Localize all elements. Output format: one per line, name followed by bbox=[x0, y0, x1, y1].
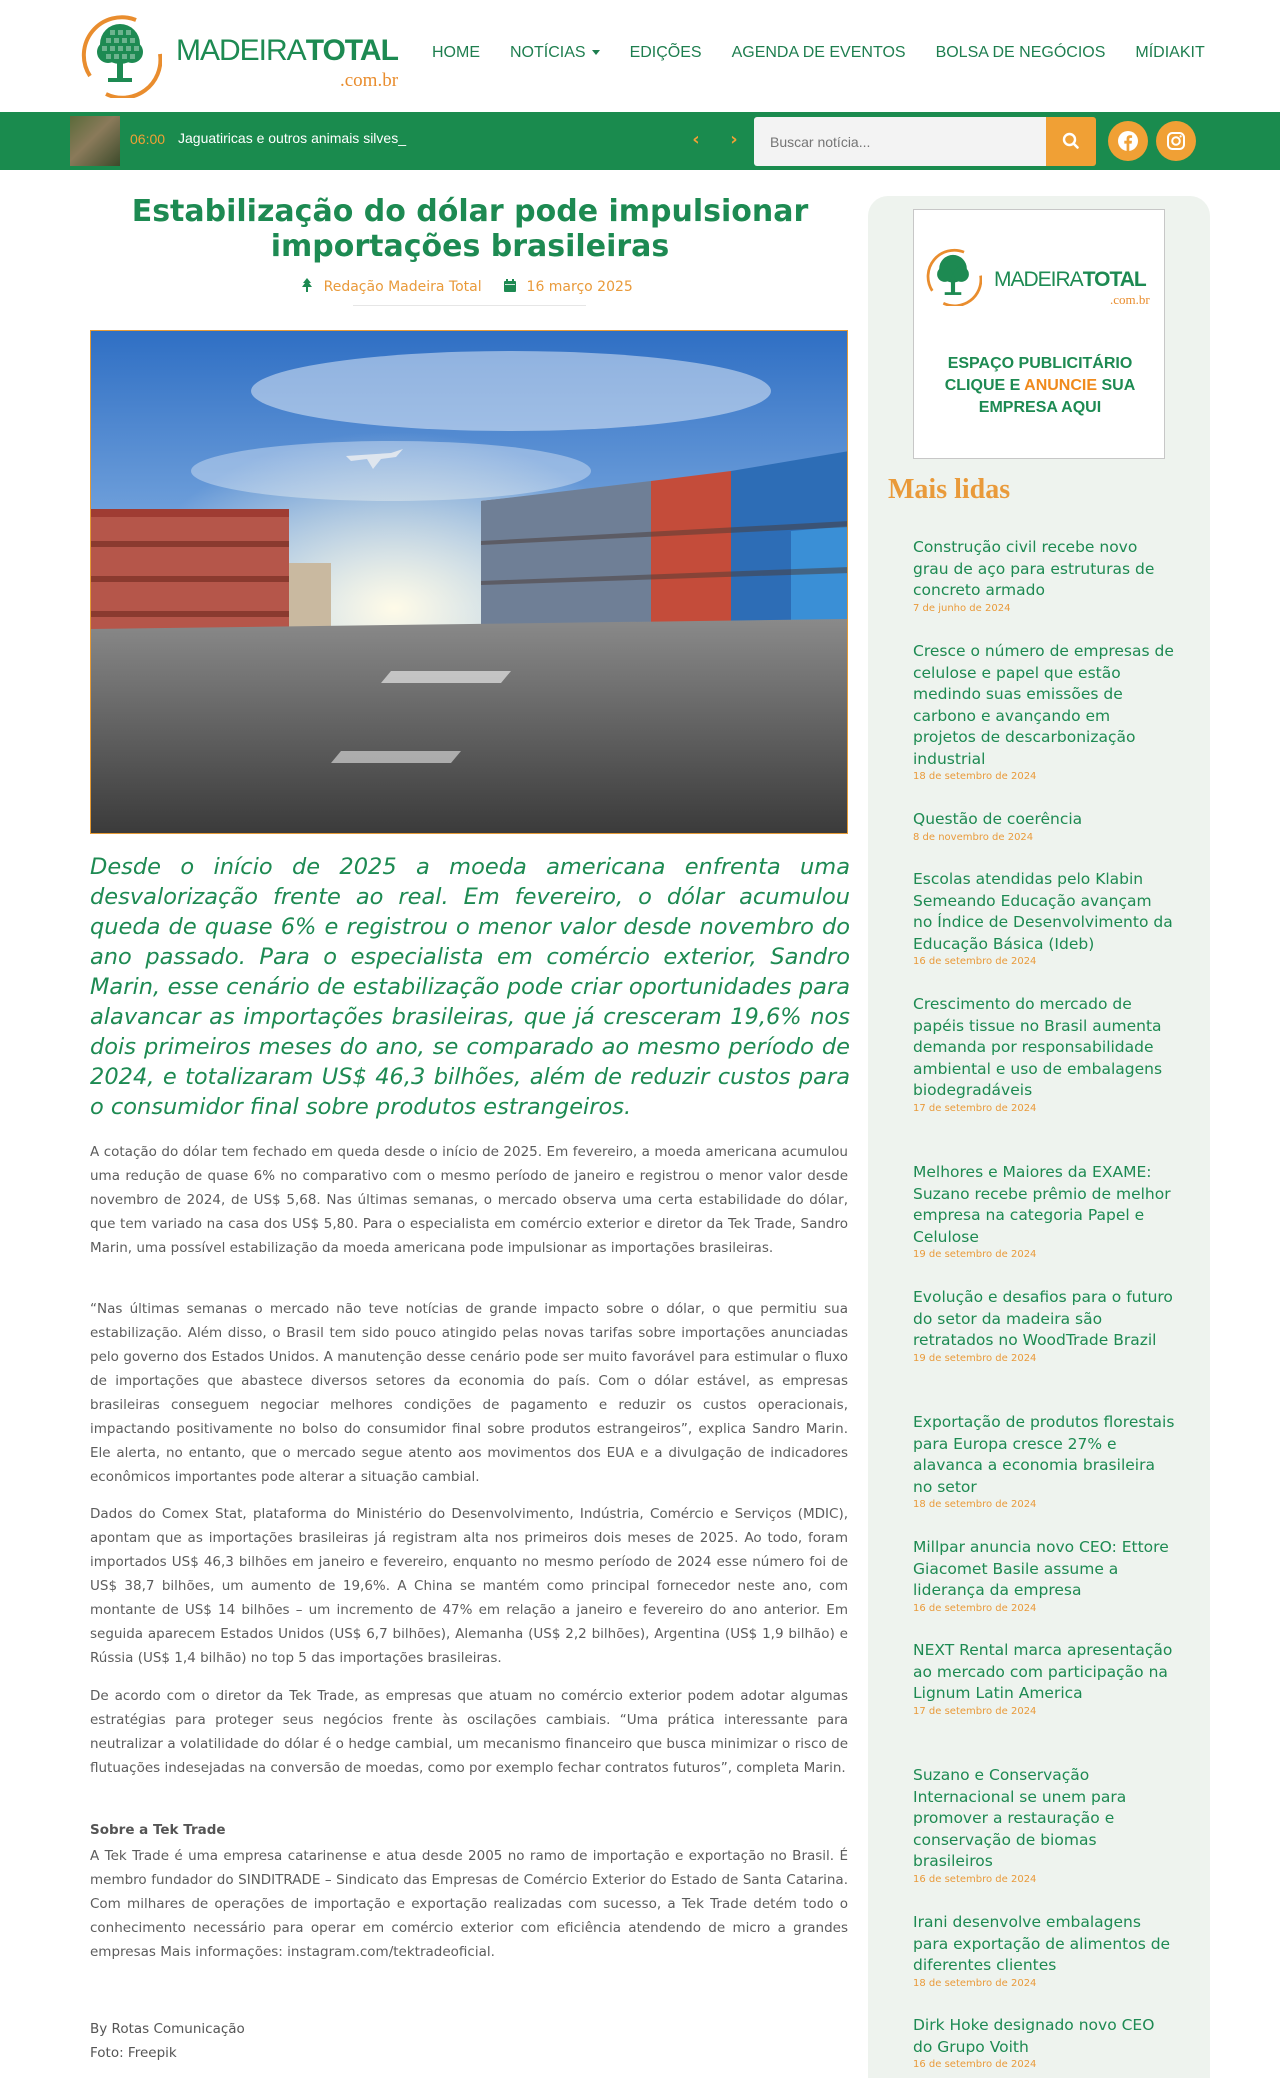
list-item[interactable] bbox=[913, 1640, 1175, 1719]
caret-down-icon bbox=[592, 50, 600, 55]
about-text: A Tek Trade é uma empresa catarinense e atua desde 2005 no ramo de importação e exportação no Brasil. É membro fundador do SINDITRADE – Sindicato das Empresas de Comércio Exterior do Estado de Santa Catarina. Com milhares de operações de importação e exportação realizadas com sucesso, a Tek Trade detém todo o conhecimento necessário para operar em comércio exterior com eficiência atendendo de micro a grandes empresas Mais informações: instagram.com/tektradeoficial. bbox=[90, 1848, 848, 1960]
most-read-link[interactable]: Escolas atendidas pelo Klabin Semeando Educação avançam no Índice de Desenvolvimento da Educação Básica (Ideb) bbox=[913, 870, 1173, 953]
nav-home[interactable]: HOME bbox=[432, 44, 480, 61]
most-read-date: 19 de setembro de 2024 bbox=[913, 1249, 1037, 1260]
most-read-date: 16 de setembro de 2024 bbox=[913, 1602, 1037, 1614]
article-paragraph: “Nas últimas semanas o mercado não teve notícias de grande impacto sobre o dólar, o que permitiu sua estabilização. Além disso, o Brasil tem sido pouco atingido pelas novas tarifas sobre importações anunciadas pelo governo dos Estados Unidos. A manutenção desse cenário pode ser muito favorável para estimular o fluxo de importações que abastece diversos setores da economia do país. Com o dólar estável, as empresas brasileiras conseguem negociar melhores condições de pagamento e reduzir os custos operacionais, impactando positivamente no bolso do consumidor final sobre produtos estrangeiros”, explica Sandro Marin. Ele alerta, no entanto, que o mercado segue atento aos movimentos dos EUA e a divulgação de indicadores econômicos importantes pode alterar a situação cambial. bbox=[90, 1301, 848, 1485]
most-read-date: 7 de junho de 2024 bbox=[913, 602, 1011, 614]
list-item[interactable] bbox=[913, 537, 1175, 616]
ticker-time: 06:00 bbox=[130, 131, 166, 147]
ad-logo-wordmark: MADEIRATOTAL bbox=[994, 268, 1146, 291]
list-item[interactable] bbox=[913, 1765, 1175, 1887]
photo-credit: Foto: Freepik bbox=[90, 2045, 177, 2061]
instagram-button[interactable] bbox=[1156, 121, 1196, 161]
most-read-date: 17 de setembro de 2024 bbox=[913, 1102, 1037, 1114]
container-port-illustration bbox=[91, 331, 848, 834]
most-read-link[interactable]: Dirk Hoke designado novo CEO do Grupo Voith bbox=[913, 2016, 1155, 2056]
most-read-link[interactable]: Evolução e desafios para o futuro do setor da madeira são retratados no WoodTrade Brazil bbox=[913, 1288, 1173, 1349]
tree-logo-icon bbox=[78, 14, 162, 98]
most-read-date: 18 de setembro de 2024 bbox=[913, 771, 1037, 782]
list-item[interactable] bbox=[913, 869, 1175, 969]
advertising-banner[interactable] bbox=[913, 209, 1165, 459]
chevron-right-icon[interactable]: › bbox=[730, 129, 738, 150]
most-read-link[interactable]: Crescimento do mercado de papéis tissue no Brasil aumenta demanda por responsabilidade ambiental e uso de embalagens biodegradáveis bbox=[913, 995, 1163, 1099]
most-read-date: 16 de setembro de 2024 bbox=[913, 956, 1037, 967]
nav-noticias[interactable]: NOTÍCIAS bbox=[510, 44, 600, 62]
tree-logo-icon bbox=[924, 248, 982, 306]
most-read-link[interactable]: NEXT Rental marca apresentação ao mercado com participação na Lignum Latin America bbox=[913, 1641, 1173, 1702]
search-button[interactable] bbox=[1046, 117, 1096, 166]
facebook-button[interactable] bbox=[1108, 121, 1148, 161]
logo-suffix: .com.br bbox=[340, 70, 399, 91]
most-read-date: 18 de setembro de 2024 bbox=[913, 1499, 1037, 1510]
article-title: Estabilização do dólar pode impulsionar importações brasileiras bbox=[131, 194, 809, 264]
most-read-date: 17 de setembro de 2024 bbox=[913, 1705, 1037, 1717]
article-byline: By Rotas Comunicação bbox=[90, 2021, 245, 2037]
nav-bolsa-de-negocios[interactable]: BOLSA DE NEGÓCIOS bbox=[935, 44, 1106, 61]
most-read-link[interactable]: Construção civil recebe novo grau de aço para estruturas de concreto armado bbox=[913, 538, 1155, 599]
calendar-icon bbox=[504, 279, 516, 292]
most-read-link[interactable]: Irani desenvolve embalagens para exportação de alimentos de diferentes clientes bbox=[913, 1913, 1171, 1974]
nav-midiakit[interactable]: MÍDIAKIT bbox=[1135, 44, 1205, 61]
most-read-date: 19 de setembro de 2024 bbox=[913, 1352, 1037, 1364]
most-read-link[interactable]: Questão de coerência bbox=[913, 810, 1083, 828]
about-heading: Sobre a Tek Trade bbox=[90, 1822, 226, 1838]
list-item[interactable] bbox=[913, 1412, 1175, 1512]
meta-divider bbox=[353, 305, 586, 306]
ad-logo-suffix: .com.br bbox=[1110, 292, 1150, 307]
list-item[interactable] bbox=[913, 1162, 1175, 1262]
ad-text: ESPAÇO PUBLICITÁRIO CLIQUE E ANUNCIE SUA EMPRESA AQUI bbox=[944, 355, 1136, 416]
most-read-link[interactable]: Cresce o número de empresas de celulose e papel que estão medindo suas emissões de carbono e avançando em projetos de descarbonização industrial bbox=[913, 642, 1174, 768]
most-read-date: 8 de novembro de 2024 bbox=[913, 831, 1034, 843]
logo-wordmark: MADEIRATOTAL bbox=[176, 34, 398, 67]
article-paragraph: De acordo com o diretor da Tek Trade, as empresas que atuam no comércio exterior podem adotar algumas estratégias para proteger seus negócios frente às oscilações cambiais. “Uma prática interessante para neutralizar a volatilidade do dólar é o hedge cambial, um mecanismo financeiro que busca minimizar o risco de flutuações indesejadas na conversão de moedas, como por exemplo fechar contratos futuros”, completa Marin. bbox=[90, 1688, 848, 1776]
search-icon bbox=[1046, 117, 1096, 166]
nav-agenda-de-eventos[interactable]: AGENDA DE EVENTOS bbox=[731, 44, 906, 61]
instagram-icon bbox=[1156, 121, 1196, 161]
list-item[interactable] bbox=[913, 809, 1175, 845]
chevron-left-icon[interactable]: ‹ bbox=[692, 129, 700, 150]
article-lead: Desde o início de 2025 a moeda americana enfrenta uma desvalorização frente ao real. Em fevereiro, o dólar acumulou queda de quase 6% e registrou o menor valor desde novembro do ano passado. Para o especialista em comércio exterior, Sandro Marin, esse cenário de estabilização pode criar oportunidades para alavancar as importações brasileiras, que já cresceram 19,6% nos dois primeiros meses do ano, se comparado ao mesmo período de 2024, e totalizaram US$ 46,3 bilhões, além de reduzir custos para o consumidor final sobre produtos estrangeiros. bbox=[90, 854, 850, 1120]
ticker-headline[interactable]: Jaguatiricas e outros animais silves_ bbox=[178, 130, 406, 146]
site-header bbox=[0, 0, 1280, 112]
list-item[interactable] bbox=[913, 1537, 1175, 1616]
article-paragraph: Dados do Comex Stat, plataforma do Ministério do Desenvolvimento, Indústria, Comércio e Serviços (MDIC), apontam que as importações brasileiras já registram alta nos primeiros dois meses de 2025. Ao todo, foram importados US$ 46,3 bilhões em janeiro e fevereiro, enquanto no mesmo período de 2024 esse número foi de US$ 38,7 bilhões, um aumento de 19,6%. A China se mantém como principal fornecedor neste ano, com montante de US$ 14 bilhões – um incremento de 47% em relação a janeiro e fevereiro do ano anterior. Em seguida aparecem Estados Unidos (US$ 6,7 bilhões), Alemanha (US$ 2,2 bilhões), Argentina (US$ 1,9 bilhão) e Rússia (US$ 1,4 bilhão) no top 5 das importações brasileiras. bbox=[90, 1506, 848, 1666]
nav-edicoes[interactable]: EDIÇÕES bbox=[629, 44, 702, 61]
list-item[interactable] bbox=[913, 994, 1175, 1116]
most-read-link[interactable]: Millpar anuncia novo CEO: Ettore Giacomet Basile assume a liderança da empresa bbox=[913, 1538, 1169, 1599]
article-hero-image bbox=[90, 330, 848, 834]
site-logo[interactable] bbox=[78, 12, 408, 102]
article-meta bbox=[90, 278, 850, 295]
most-read-heading: Mais lidas bbox=[888, 474, 1011, 505]
date-link[interactable]: 16 março 2025 bbox=[504, 279, 639, 295]
facebook-icon bbox=[1108, 121, 1148, 161]
tree-icon bbox=[301, 278, 313, 292]
list-item[interactable] bbox=[913, 1912, 1175, 1991]
author-link[interactable]: Redação Madeira Total bbox=[301, 279, 487, 295]
search-input[interactable] bbox=[754, 117, 1046, 166]
most-read-date: 16 de setembro de 2024 bbox=[913, 2059, 1037, 2070]
most-read-link[interactable]: Suzano e Conservação Internacional se unem para promover a restauração e conservação de biomas brasileiros bbox=[913, 1766, 1127, 1870]
most-read-date: 18 de setembro de 2024 bbox=[913, 1977, 1037, 1989]
list-item[interactable] bbox=[913, 641, 1175, 784]
list-item[interactable] bbox=[913, 1287, 1175, 1366]
article-paragraph: A cotação do dólar tem fechado em queda desde o início de 2025. Em fevereiro, a moeda americana acumulou uma redução de quase 6% no comparativo com o mesmo período de janeiro e registrou o menor valor desde novembro de 2024, de US$ 5,68. Nas últimas semanas, o mercado observa uma certa estabilidade do dólar, que tem variado na casa dos US$ 5,80. Para o especialista em comércio exterior e diretor da Tek Trade, Sandro Marin, uma possível estabilização da moeda americana pode impulsionar as importações brasileiras. bbox=[90, 1144, 848, 1256]
main-nav bbox=[432, 44, 1235, 62]
most-read-link[interactable]: Exportação de produtos florestais para Europa cresce 27% e alavanca a economia brasileira no setor bbox=[913, 1413, 1175, 1496]
list-item[interactable] bbox=[913, 2015, 1175, 2072]
most-read-date: 16 de setembro de 2024 bbox=[913, 1873, 1037, 1885]
most-read-link[interactable]: Melhores e Maiores da EXAME: Suzano recebe prêmio de melhor empresa na categoria Papel e Celulose bbox=[913, 1163, 1171, 1246]
ticker-thumbnail[interactable] bbox=[70, 116, 120, 166]
